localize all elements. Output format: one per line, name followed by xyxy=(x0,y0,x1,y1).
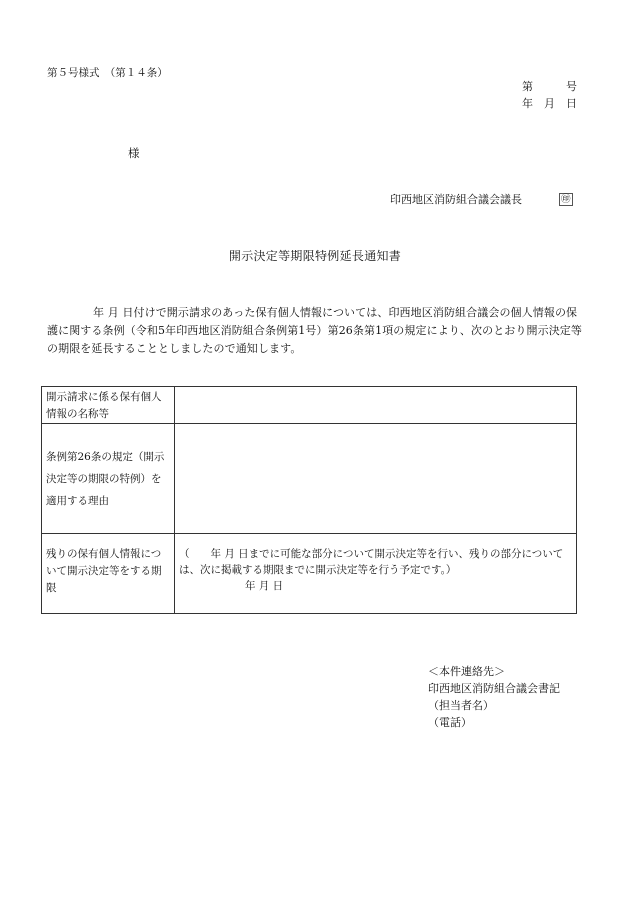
table-row xyxy=(42,534,577,614)
table-row xyxy=(42,424,577,534)
document-number: 第 号 xyxy=(522,80,577,93)
addressee: 様 xyxy=(128,146,140,160)
row3-cell xyxy=(175,534,577,614)
row2-value xyxy=(175,424,577,534)
row2-label: 条例第26条の規定（開示決定等の期限の特例）を適用する理由 xyxy=(42,424,175,534)
contact-phone: （電話） xyxy=(428,716,472,729)
contact-block xyxy=(428,663,560,731)
row1-label: 開示請求に係る保有個人情報の名称等 xyxy=(42,387,175,424)
seal-mark: ㊞ xyxy=(561,194,571,205)
sender-name: 印西地区消防組合議会議長 xyxy=(390,193,522,206)
contact-department: 印西地区消防組合議会書記 xyxy=(428,682,560,695)
contact-heading: ＜本件連絡先＞ xyxy=(428,665,505,678)
document-title: 開示決定等期限特例延長通知書 xyxy=(228,249,402,263)
table-row xyxy=(42,387,577,424)
contact-person: （担当者名） xyxy=(428,699,494,712)
row3-value: （ 年 月 日までに可能な部分について開示決定等を行い、残りの部分については、次に掲載する期限までに開示決定等を行う予定です。） xyxy=(179,548,564,576)
form-number: 第５号様式 （第１４条） xyxy=(47,67,168,79)
info-table xyxy=(41,386,577,614)
row3-date: 年 月 日 xyxy=(245,580,284,592)
body-text: 年 月 日付けで開示請求のあった保有個人情報については、印西地区消防組合議会の個人情報の保護に関する条例（令和5年印西地区消防組合条例第1号）第26条第1項の規定により、次のとおり開示決定等の期限を延長することとしましたので通知します。 xyxy=(47,306,582,355)
row1-value xyxy=(175,387,577,424)
issue-date: 年 月 日 xyxy=(522,97,577,110)
row3-label: 残りの保有個人情報について開示決定等をする期限 xyxy=(42,534,175,614)
